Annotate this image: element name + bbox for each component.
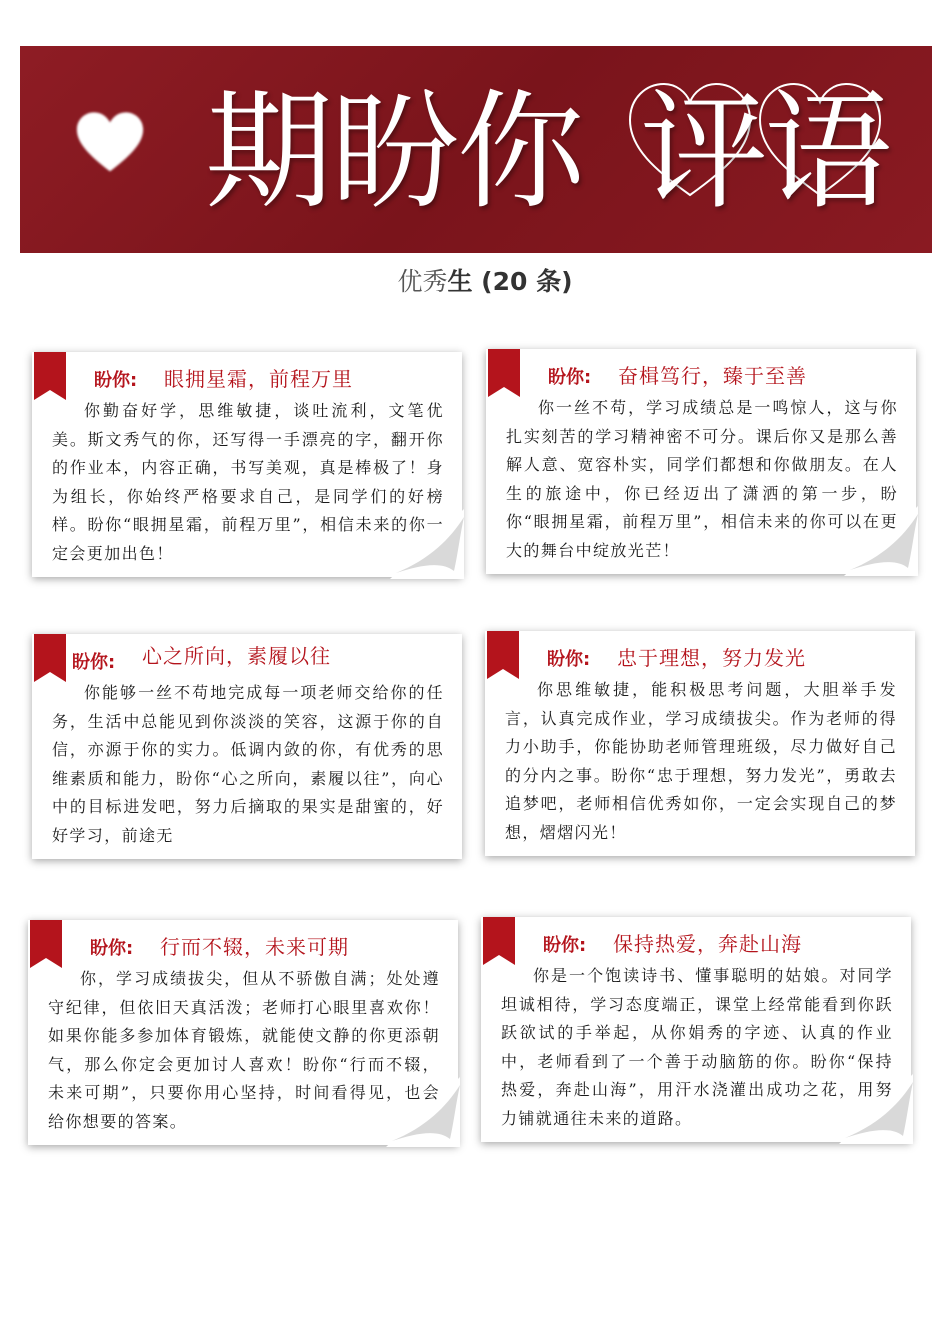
ribbon-bookmark-icon <box>483 917 515 965</box>
card-label: 盼你: <box>72 652 116 673</box>
card-motto: 眼拥星霜，前程万里 <box>164 367 353 391</box>
comment-card-5 <box>28 920 458 1145</box>
comment-card-4 <box>485 631 915 856</box>
card-label: 盼你: <box>90 938 134 959</box>
comment-card-6 <box>481 917 911 1142</box>
page-subtitle <box>0 262 950 298</box>
subtitle-bold: 生 (20 条) <box>447 267 573 296</box>
card-label: 盼你: <box>543 935 587 956</box>
comment-card-3 <box>32 634 462 859</box>
ribbon-bookmark-icon <box>34 634 66 682</box>
card-label: 盼你: <box>548 367 592 388</box>
page-curl-icon <box>839 1074 913 1144</box>
card-body: 你一丝不苟，学习成绩总是一鸣惊人，这与你扎实刻苦的学习精神密不可分。课后你又是那么善解人意、宽容朴实，同学们都想和你做朋友。在人生的旅途中，你已经迈出了潇洒的第一步，盼你“眼拥星霜，前程万里”，相信未来的你可以在更大的舞台中绽放光芒！ <box>506 398 898 560</box>
ribbon-bookmark-icon <box>34 352 66 400</box>
card-motto: 奋楫笃行，臻于至善 <box>618 364 807 388</box>
card-body: 你能够一丝不苟地完成每一项老师交给你的任务，生活中总能见到你淡淡的笑容，这源于你的自信，亦源于你的实力。低调内敛的你，有优秀的思维素质和能力，盼你“心之所向，素履以往”，向心中的目标进发吧，努力后摘取的果实是甜蜜的，好好学习，前途无 <box>52 683 444 845</box>
card-body: 你勤奋好学，思维敏捷，谈吐流利，文笔优美。斯文秀气的你，还写得一手漂亮的字，翻开你的作业本，内容正确，书写美观，真是棒极了！身为组长，你始终严格要求自己，是同学们的好榜样。盼你“眼拥星霜，前程万里”，相信未来的你一定会更加出色！ <box>52 401 444 563</box>
banner-title-main: 期盼你 <box>205 78 584 227</box>
card-label: 盼你: <box>547 649 591 670</box>
card-motto: 心之所向，素履以往 <box>142 644 331 668</box>
page-curl-icon <box>386 1077 460 1147</box>
card-body: 你，学习成绩拔尖，但从不骄傲自满；处处遵守纪律，但依旧天真活泼；老师打心眼里喜欢你！如果你能多参加体育锻炼，就能使文静的你更添朝气，那么你定会更加讨人喜欢！盼你“行而不辍，未来可期”，只要你用心坚持，时间看得见，也会给你想要的答案。 <box>48 969 440 1131</box>
card-body: 你是一个饱读诗书、懂事聪明的姑娘。对同学坦诚相待，学习态度端正，课堂上经常能看到你跃跃欲试的手举起，从你娟秀的字迹、认真的作业中，老师看到了一个善于动脑筋的你。盼你“保持热爱，奔赴山海”，用汗水浇灌出成功之花，用努力铺就通往未来的道路。 <box>501 966 893 1128</box>
card-label: 盼你: <box>94 370 138 391</box>
ribbon-bookmark-icon <box>488 349 520 397</box>
card-motto: 忠于理想，努力发光 <box>617 646 806 670</box>
ribbon-bookmark-icon <box>487 631 519 679</box>
comment-card-2 <box>486 349 916 574</box>
page-curl-icon <box>844 506 918 576</box>
banner-title-side: 评语 <box>640 78 889 227</box>
subtitle-light: 优秀 <box>397 267 448 296</box>
card-motto: 保持热爱，奔赴山海 <box>613 932 802 956</box>
card-body: 你思维敏捷，能积极思考问题，大胆举手发言，认真完成作业，学习成绩拔尖。作为老师的得力小助手，你能协助老师管理班级，尽力做好自己的分内之事。盼你“忠于理想，努力发光”，勇敢去追梦吧，老师相信优秀如你，一定会实现自己的梦想，熠熠闪光！ <box>505 680 897 842</box>
page-curl-icon <box>390 509 464 579</box>
card-motto: 行而不辍，未来可期 <box>160 935 349 959</box>
ribbon-bookmark-icon <box>30 920 62 968</box>
comment-card-1 <box>32 352 462 577</box>
heart-icon <box>74 108 146 180</box>
